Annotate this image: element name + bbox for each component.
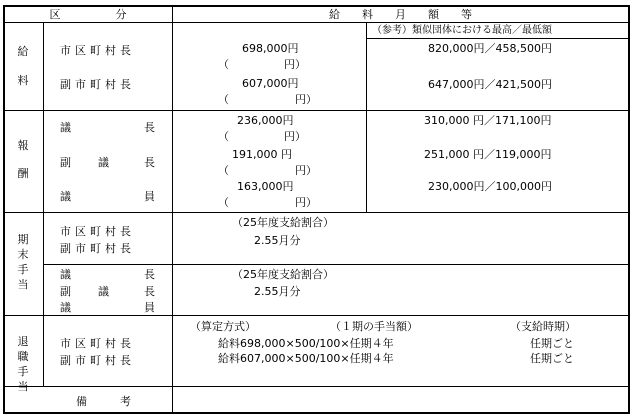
biko-label: 備 考 [76,395,131,408]
header-sanko: （参考）類似団体における最高／最低額 [372,25,552,36]
kimatsu-g2-title-2b: 長 [144,285,155,298]
kyuryo-ref-1: 820,000円／458,500円 [428,42,552,55]
kimatsu-g2-line2: 2.55月分 [254,285,301,298]
hoshu-amount-2: 191,000 円 [232,148,292,161]
column-divider-reference [366,22,367,212]
section-label-hoshu-1: 報 [17,139,29,152]
table-border-top [3,5,630,7]
kyuryo-amount-2: 607,000円 [242,77,299,90]
kimatsu-g1-line2: 2.55月分 [254,234,301,247]
section-label-kyuryo-2: 料 [17,74,29,87]
taishoku-formula-1: 給料698,000×500/100×任期４年 [218,337,394,350]
section-line-hoshu [3,212,630,213]
section-label-kimatsu: 期末手当 [17,233,29,291]
hoshu-paren-3: （ 円） [218,196,317,209]
kyuryo-paren-1: （ 円） [218,58,306,71]
kyuryo-paren-2: （ 円） [218,93,317,106]
hoshu-ref-2: 251,000 円／119,000円 [424,148,552,161]
section-line-kimatsu-mid [43,264,630,265]
taishoku-header-timing: （支給時期） [510,320,576,333]
section-line-kimatsu [3,315,630,316]
taishoku-timing-2: 任期ごと [530,352,574,365]
hoshu-title-2a: 副 議 [60,156,117,169]
kyuryo-amount-1: 698,000円 [242,42,299,55]
taishoku-title-2: 副市町村長 [60,354,135,367]
taishoku-header-method: （算定方式） [190,320,256,333]
column-divider-section [43,22,44,386]
taishoku-timing-1: 任期ごと [530,337,574,350]
kimatsu-g1-title-1: 市区町村長 [60,225,135,238]
hoshu-amount-3: 163,000円 [237,180,294,193]
table-border-right [628,5,630,414]
section-line-kyuryo [3,110,630,111]
section-label-hoshu-2: 酬 [17,167,29,180]
taishoku-header-per-term: （１期の手当額） [330,320,418,333]
reference-header-line [366,38,628,39]
header-kubun: 区 分 [49,8,127,21]
table-border-bottom [3,412,630,414]
kimatsu-g1-title-2: 副市町村長 [60,242,135,255]
kyuryo-ref-2: 647,000円／421,500円 [428,78,552,91]
kyuryo-title-1: 市区町村長 [60,44,135,57]
column-divider-main [172,5,173,414]
taishoku-formula-2: 給料607,000×500/100×任期４年 [218,352,394,365]
hoshu-paren-2: （ 円） [218,164,317,177]
kimatsu-g1-line1: （25年度支給割合） [232,216,334,229]
hoshu-ref-1: 310,000 円／171,100円 [424,114,552,127]
kyuryo-title-2: 副市町村長 [60,78,135,91]
hoshu-title-3b: 員 [144,190,155,203]
table-border-left [3,5,5,414]
header-separator [3,22,630,23]
kimatsu-g2-title-3a: 議 [60,301,71,314]
hoshu-ref-3: 230,000円／100,000円 [428,180,552,193]
section-label-taishoku: 退職手当 [17,335,29,393]
section-line-taishoku [3,386,630,387]
hoshu-paren-1: （ 円） [218,130,306,143]
kimatsu-g2-title-1b: 長 [144,268,155,281]
hoshu-title-2b: 長 [144,156,155,169]
kimatsu-g2-title-1a: 議 [60,268,71,281]
hoshu-title-3a: 議 [60,190,71,203]
kimatsu-g2-title-3b: 員 [144,301,155,314]
section-label-kyuryo-1: 給 [17,45,29,58]
header-kyuryo-getsugaku: 給 料 月 額 等 [329,8,472,21]
taishoku-title-1: 市区町村長 [60,337,135,350]
kimatsu-g2-line1: （25年度支給割合） [232,268,334,281]
hoshu-amount-1: 236,000円 [237,114,294,127]
hoshu-title-1b: 長 [144,121,155,134]
hoshu-title-1a: 議 [60,121,71,134]
kimatsu-g2-title-2a: 副 議 [60,285,117,298]
